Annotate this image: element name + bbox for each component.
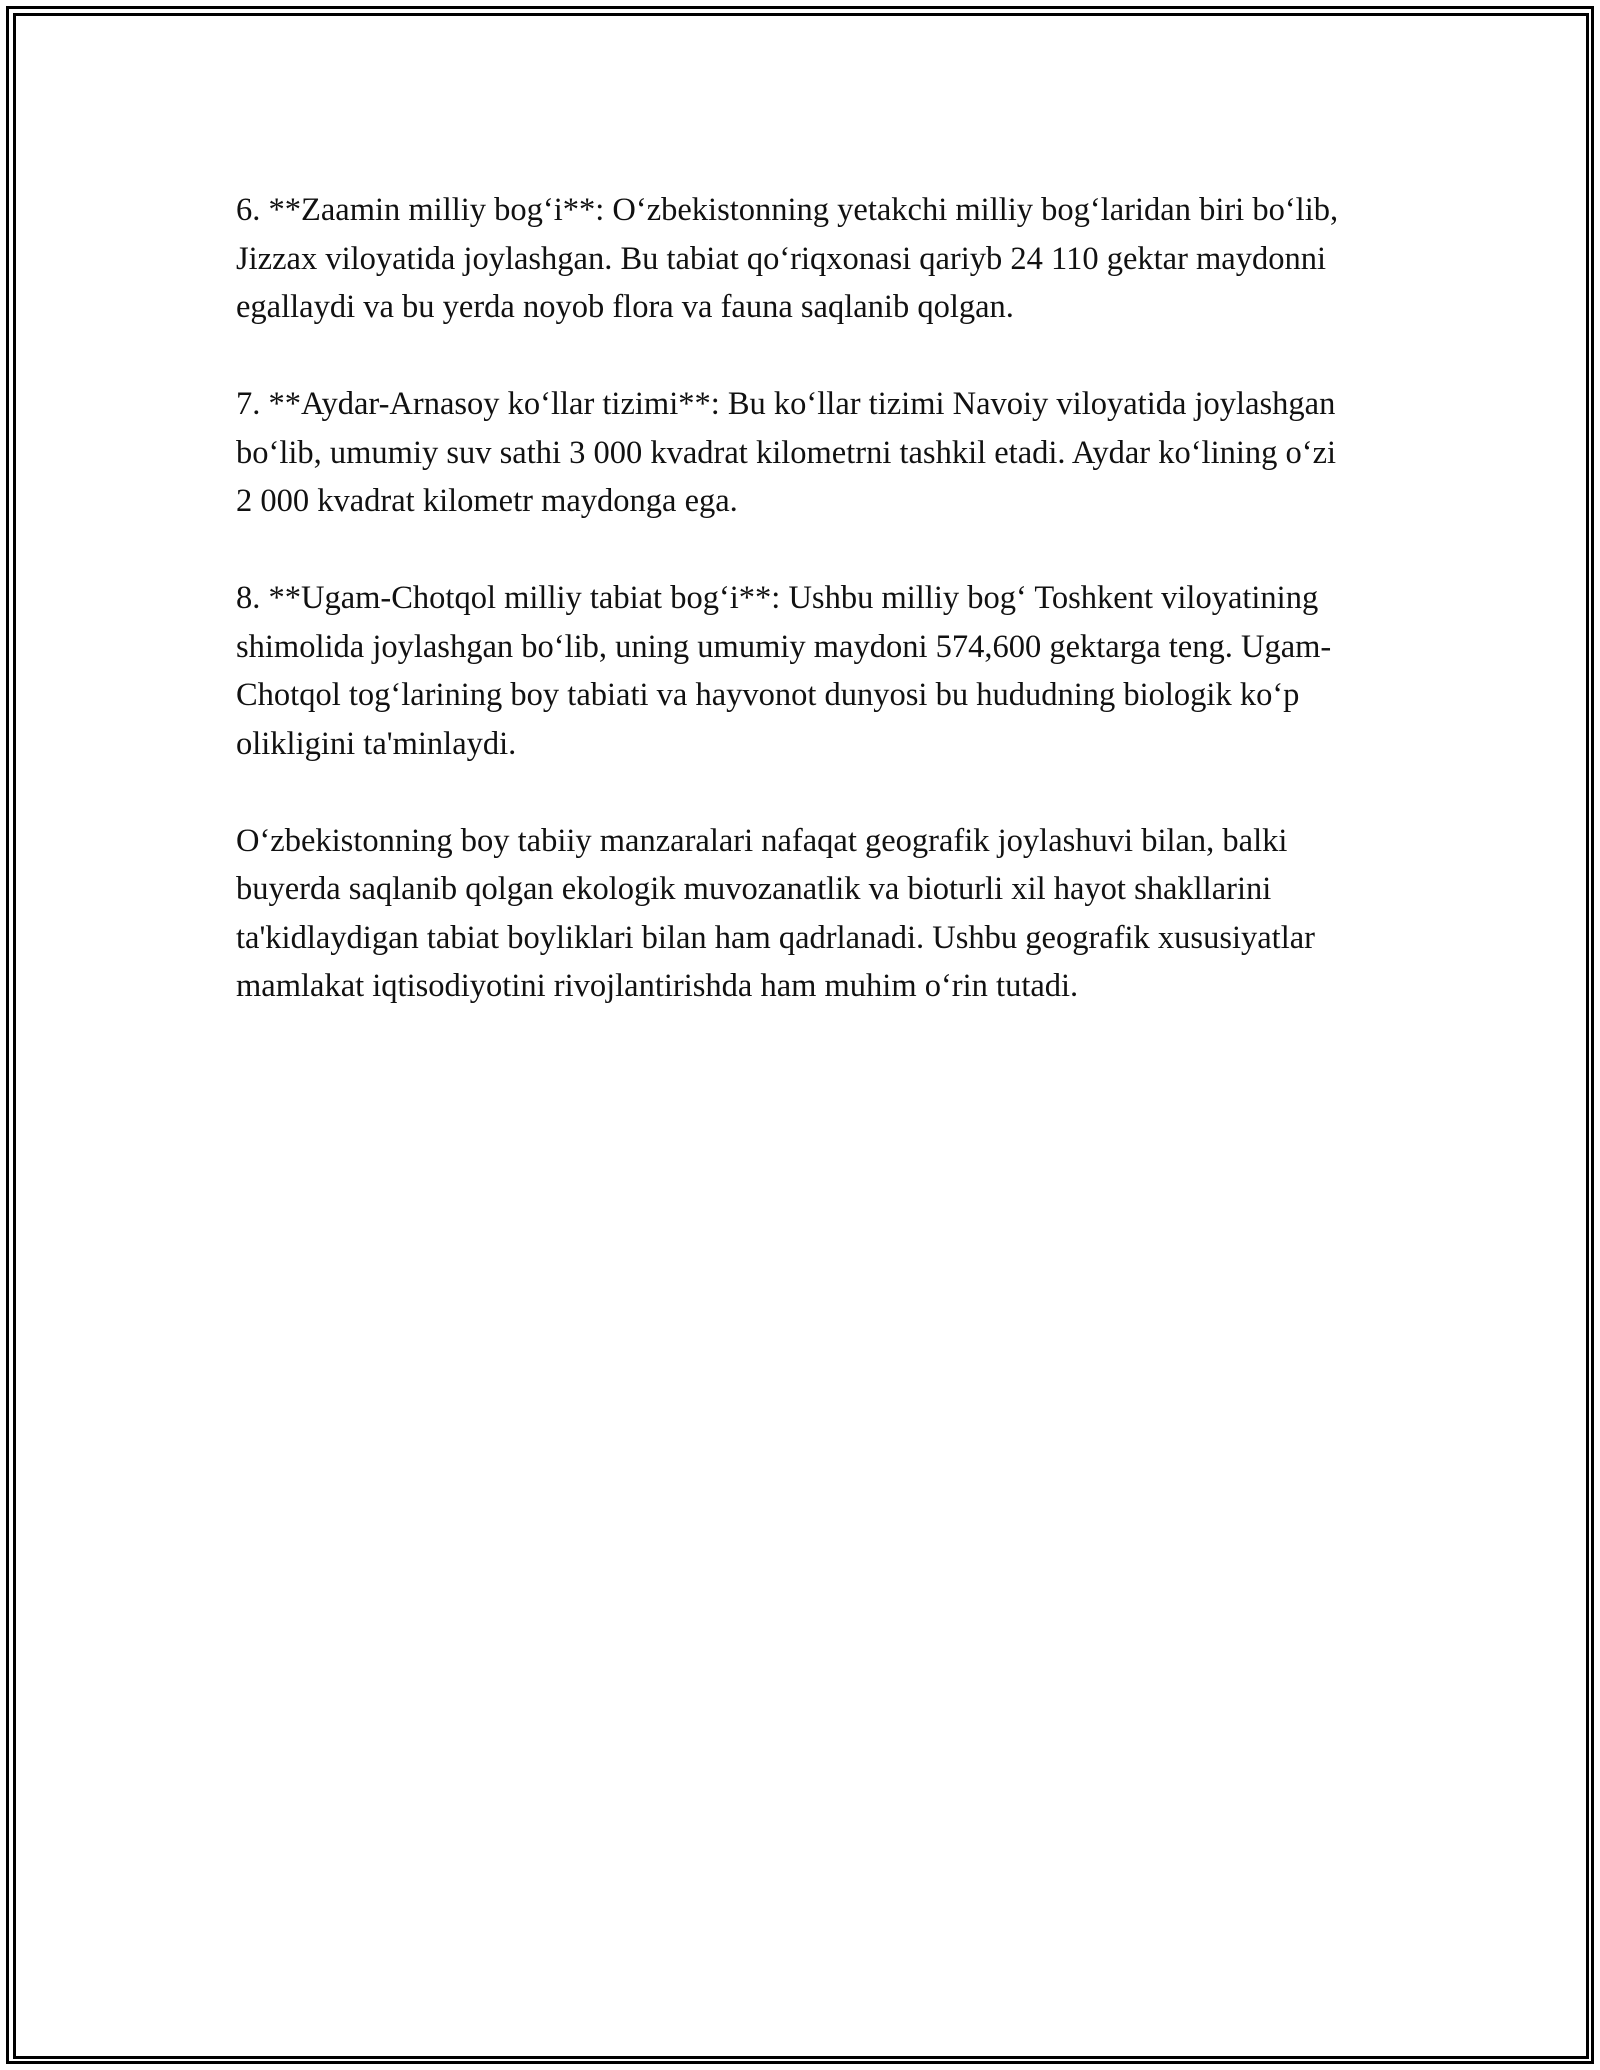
document-body — [236, 186, 1354, 1059]
paragraph-ugam-chotqol: 8. **Ugam-Chotqol milliy tabiat bog‘i**: Ushbu milliy bog‘ Toshkent viloyatining shimolida joylashgan bo‘lib, uning umumiy maydoni 574,600 gektarga teng. Ugam-Chotqol tog‘larining boy tabiati va hayvonot dunyosi bu hududning biologik ko‘p olikligini ta'minlaydi. — [236, 580, 1332, 762]
paragraph-conclusion: O‘zbekistonning boy tabiiy manzaralari nafaqat geografik joylashuvi bilan, balki buyerda saqlanib qolgan ekologik muvozanatlik va bioturli xil hayot shakllarini ta'kidlaydigan tabiat boyliklari bilan ham qadrlanadi. Ushbu geografik xususiyatlar mamlakat iqtisodiyotini rivojlantirishda ham muhim o‘rin tutadi. — [236, 822, 1315, 1004]
paragraph-aydar-arnasoy: 7. **Aydar-Arnasoy ko‘llar tizimi**: Bu ko‘llar tizimi Navoiy viloyatida joylashgan bo‘lib, umumiy suv sathi 3 000 kvadrat kilometrni tashkil etadi. Aydar ko‘lining o‘zi 2 000 kvadrat kilometr maydonga ega. — [236, 386, 1337, 519]
paragraph-zaamin: 6. **Zaamin milliy bog‘i**: O‘zbekistonning yetakchi milliy bog‘laridan biri bo‘lib, Jizzax viloyatida joylashgan. Bu tabiat qo‘riqxonasi qariyb 24 110 gektar maydonni egallaydi va bu yerda noyob flora va fauna saqlanib qolgan. — [236, 192, 1339, 325]
